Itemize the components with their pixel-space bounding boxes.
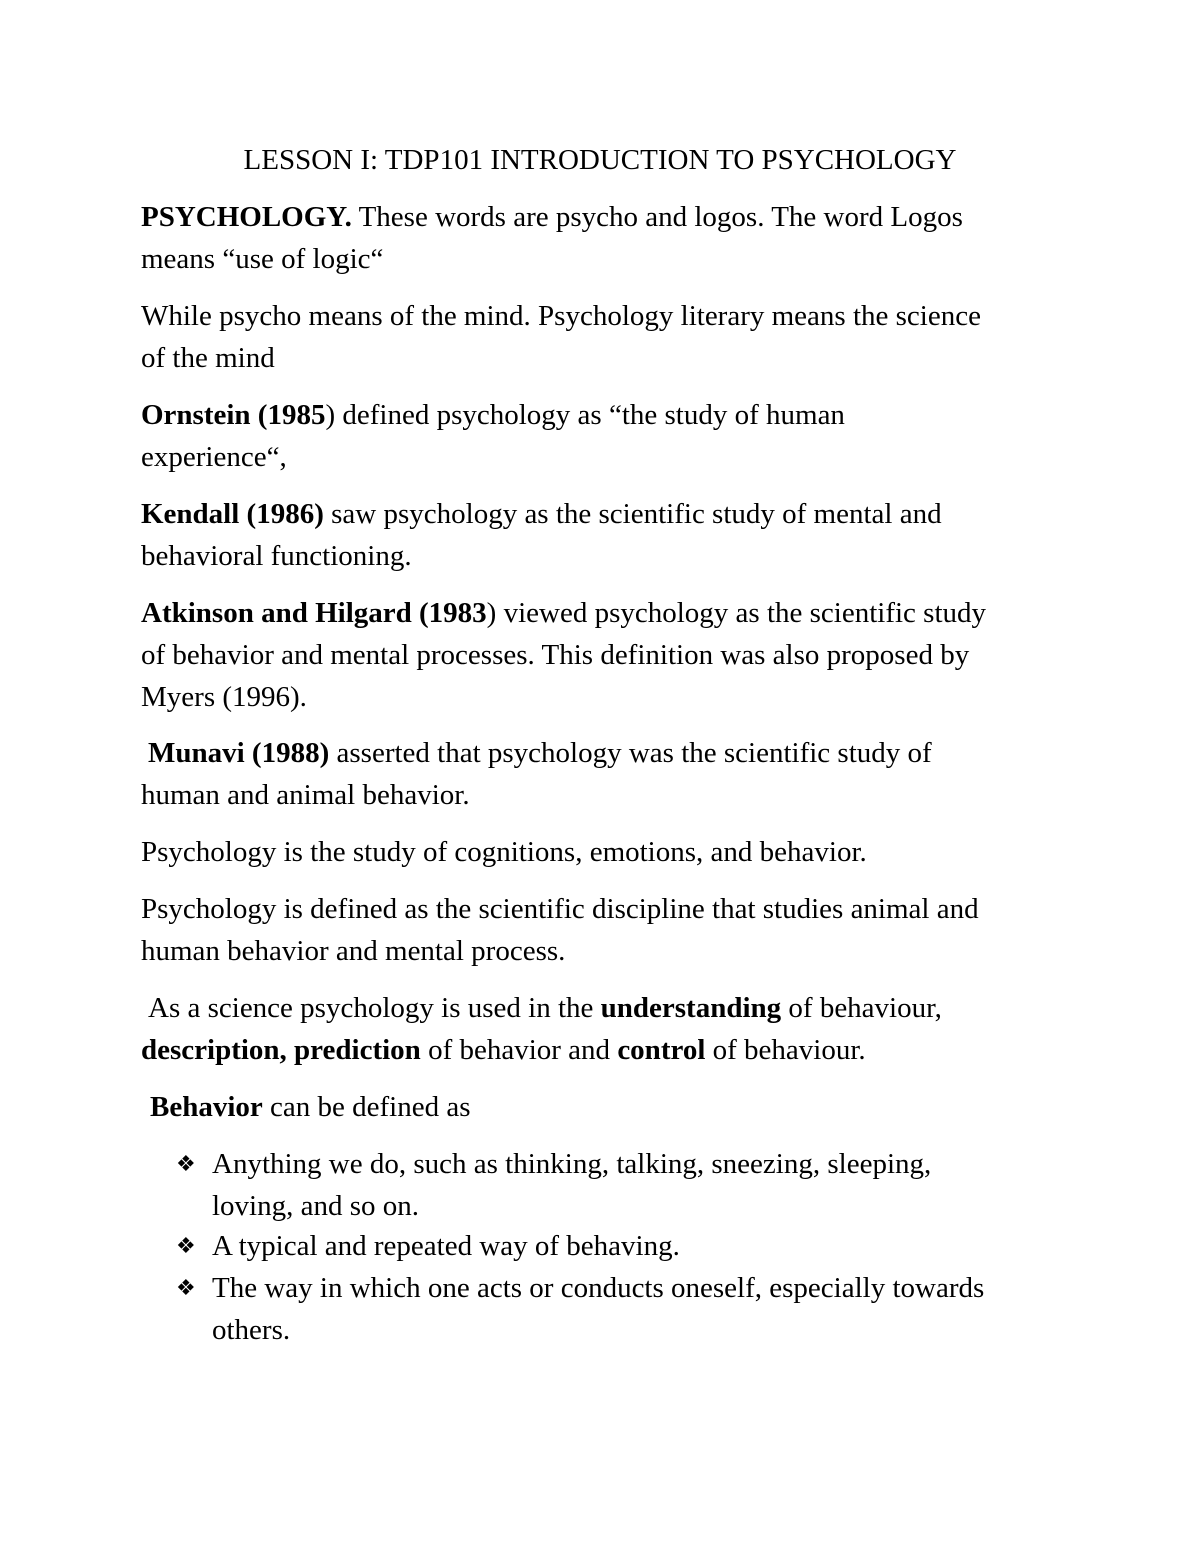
bullet-item-2-line-1: A typical and repeated way of behaving. <box>212 1230 680 1262</box>
bullet-item-3-line-2: others. <box>212 1314 291 1346</box>
paragraph-psychology-line-2: means “use of logic“ <box>141 243 384 275</box>
psychology-term: PSYCHOLOGY. <box>141 201 352 233</box>
paragraph-munavi-line-2: human and animal behavior. <box>141 779 470 811</box>
paragraph-text: of behavior and <box>420 1034 618 1066</box>
author-name: Atkinson and Hilgard (1983 <box>141 597 487 629</box>
paragraph-cognitions: Psychology is the study of cognitions, emotions, and behavior. <box>141 836 867 868</box>
paragraph-text: asserted that psychology was the scientific study of <box>329 737 932 769</box>
paragraph-text: of behaviour. <box>705 1034 866 1066</box>
paragraph-behavior-definition <box>150 1089 471 1125</box>
diamond-bullet-icon: ❖ <box>176 1234 196 1259</box>
lesson-title: LESSON I: TDP101 INTRODUCTION TO PSYCHOLOGY <box>243 144 957 176</box>
paragraph-kendall-line-1 <box>141 496 942 532</box>
bullet-item-1-line-1: Anything we do, such as thinking, talking, sneezing, sleeping, <box>212 1148 932 1180</box>
paragraph-kendall-line-2: behavioral functioning. <box>141 540 412 572</box>
paragraph-discipline-line-2: human behavior and mental process. <box>141 935 566 967</box>
paragraph-text: can be defined as <box>262 1091 471 1123</box>
control-term: control <box>617 1034 706 1066</box>
paragraph-discipline-line-1: Psychology is defined as the scientific discipline that studies animal and <box>141 893 979 925</box>
bullet-item-1-line-2: loving, and so on. <box>212 1190 420 1222</box>
paragraph-ornstein-line-1 <box>141 397 845 433</box>
paragraph-psycho-line-2: of the mind <box>141 342 275 374</box>
diamond-bullet-icon: ❖ <box>176 1152 196 1177</box>
paragraph-psycho-line-1: While psycho means of the mind. Psychology literary means the science <box>141 300 981 332</box>
paragraph-atkinson-line-2: of behavior and mental processes. This definition was also proposed by <box>141 639 970 671</box>
paragraph-text: saw psychology as the scientific study of mental and <box>323 498 942 530</box>
author-name: Kendall (1986) <box>141 498 324 530</box>
author-name: Ornstein (1985 <box>141 399 326 431</box>
paragraph-science-line-1 <box>148 990 942 1026</box>
behavior-term: Behavior <box>150 1091 263 1123</box>
paragraph-science-line-2 <box>141 1032 866 1068</box>
paragraph-text: ) viewed psychology as the scientific study <box>486 597 987 629</box>
paragraph-text: ) defined psychology as “the study of human <box>325 399 845 431</box>
bullet-item-3-line-1: The way in which one acts or conducts oneself, especially towards <box>212 1272 985 1304</box>
paragraph-text: These words are psycho and logos. The word Logos <box>351 201 963 233</box>
paragraph-text: As a science psychology is used in the <box>148 992 601 1024</box>
paragraph-psychology-line-1 <box>141 199 963 235</box>
paragraph-munavi-line-1 <box>148 735 932 771</box>
paragraph-atkinson-line-1 <box>141 595 986 631</box>
diamond-bullet-icon: ❖ <box>176 1276 196 1301</box>
paragraph-atkinson-line-3: Myers (1996). <box>141 681 307 713</box>
understanding-term: understanding <box>600 992 782 1024</box>
paragraph-ornstein-line-2: experience“, <box>141 441 287 473</box>
description-prediction-term: description, prediction <box>141 1034 421 1066</box>
paragraph-text: of behaviour, <box>781 992 942 1024</box>
author-name: Munavi (1988) <box>148 737 330 769</box>
